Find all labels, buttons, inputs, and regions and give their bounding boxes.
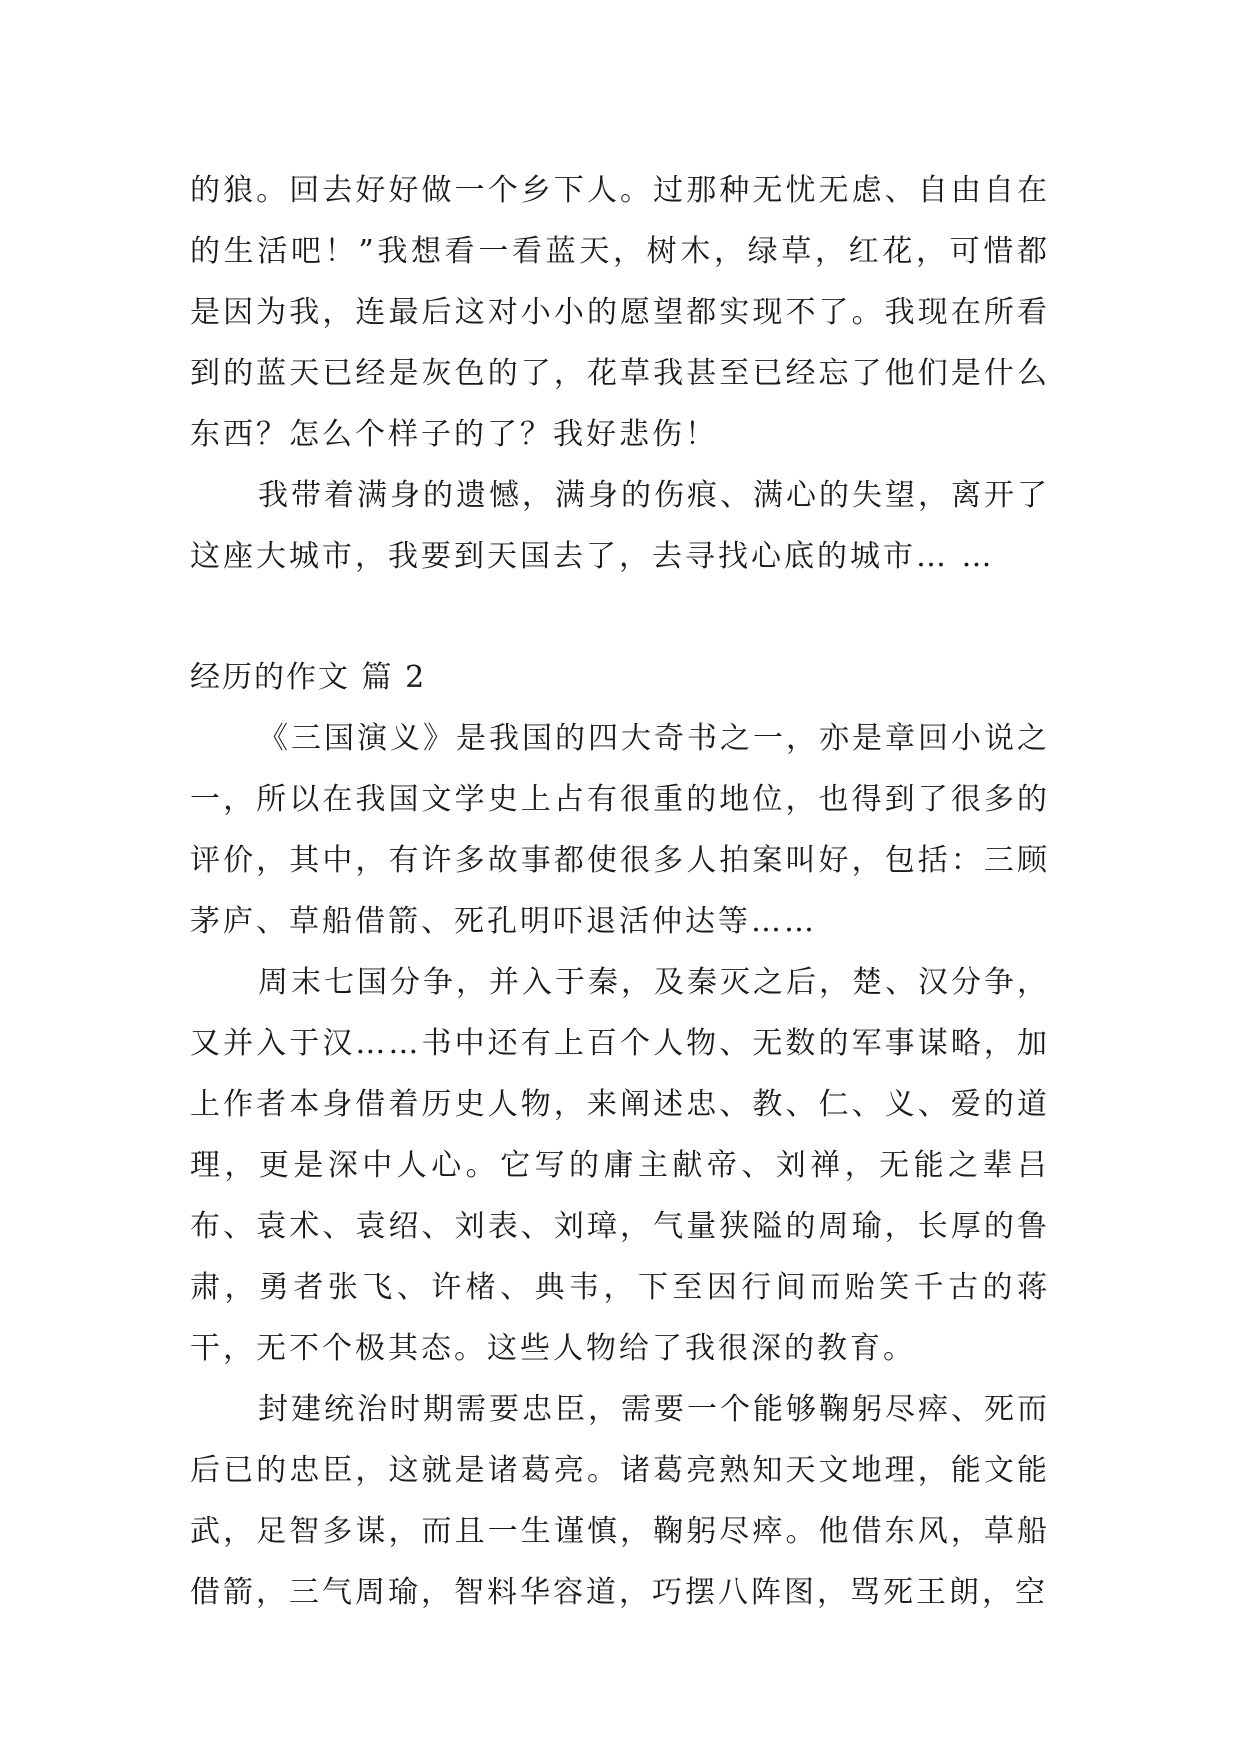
paragraph-continued: 的狼。回去好好做一个乡下人。过那种无忧无虑、自由自在的生活吧！”我想看一看蓝天，树木，绿草，红花，可惜都是因为我，连最后这对小小的愿望都实现不了。我现在所看到的蓝天已经是灰色的了，花草我甚至已经忘了他们是什么东西？怎么个样子的了？我好悲伤！ — [190, 173, 1050, 452]
document-body — [190, 160, 1050, 1623]
paragraph: 我带着满身的遗憾，满身的伤痕、满心的失望，离开了这座大城市，我要到天国去了，去寻找心底的城市… … — [190, 478, 1050, 574]
section-heading: 经历的作文 篇 2 — [190, 660, 427, 695]
section-spacer — [190, 587, 1050, 647]
paragraph: 《三国演义》是我国的四大奇书之一，亦是章回小说之一，所以在我国文学史上占有很重的地位，也得到了很多的评价，其中，有许多故事都使很多人拍案叫好，包括：三顾茅庐、草船借箭、死孔明吓退活仲达等…… — [190, 721, 1050, 939]
paragraph: 封建统治时期需要忠臣，需要一个能够鞠躬尽瘁、死而后已的忠臣，这就是诸葛亮。诸葛亮熟知天文地理，能文能武，足智多谋，而且一生谨慎，鞠躬尽瘁。他借东风，草船借箭，三气周瑜，智料华容道，巧摆八阵图，骂死王朗，空 — [190, 1392, 1050, 1610]
paragraph: 周末七国分争，并入于秦，及秦灭之后，楚、汉分争，又并入于汉……书中还有上百个人物、无数的军事谋略，加上作者本身借着历史人物，来阐述忠、教、仁、义、爱的道理，更是深中人心。它写的庸主献帝、刘禅，无能之辈吕布、袁术、袁绍、刘表、刘璋，气量狭隘的周瑜，长厚的鲁肃，勇者张飞、许楮、典韦，下至因行间而贻笑千古的蒋干，无不个极其态。这些人物给了我很深的教育。 — [190, 965, 1050, 1366]
